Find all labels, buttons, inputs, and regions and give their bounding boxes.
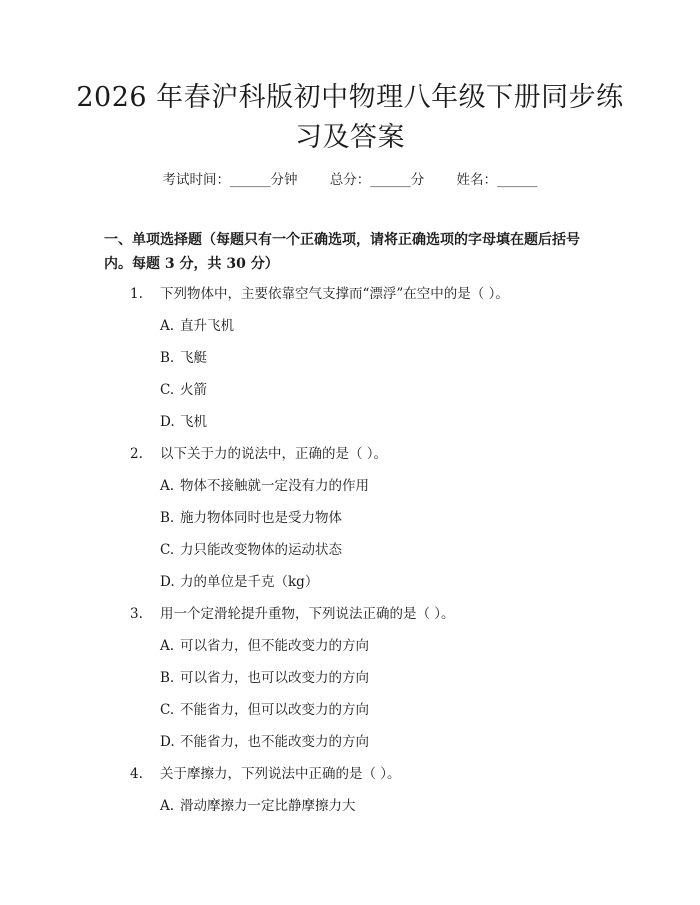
exam-time-field: 考试时间：______分钟 — [162, 172, 298, 188]
question-text: 用一个定滑轮提升重物，下列说法正确的是（ ）。 — [160, 606, 455, 622]
question-text: 以下关于力的说法中，正确的是（ ）。 — [160, 446, 388, 462]
question-number: 3. — [130, 606, 143, 622]
option-text: 物体不接触就一定没有力的作用 — [180, 478, 369, 494]
option-letter: D. — [160, 734, 175, 750]
question-1-option-a — [160, 314, 234, 334]
title-line-2: 习及答案 — [295, 122, 405, 153]
option-text: 飞机 — [180, 414, 207, 430]
option-text: 直升飞机 — [180, 318, 234, 334]
option-letter: A. — [160, 798, 175, 814]
question-text: 下列物体中，主要依靠空气支撑而“漂浮”在空中的是（ ）。 — [160, 286, 509, 302]
question-4 — [130, 762, 401, 782]
question-2-option-b — [160, 506, 342, 526]
student-name-field: 姓名：______ — [456, 172, 538, 188]
question-number: 4. — [130, 766, 143, 782]
question-3 — [130, 602, 455, 622]
question-2 — [130, 442, 387, 462]
option-text: 力只能改变物体的运动状态 — [180, 542, 342, 558]
total-score-field: 总分：______分 — [329, 172, 425, 188]
option-letter: C. — [160, 382, 175, 398]
question-4-option-a — [160, 794, 356, 814]
question-1 — [130, 282, 509, 302]
option-text: 不能省力，也不能改变力的方向 — [180, 734, 369, 750]
option-text: 力的单位是千克（kg） — [180, 574, 319, 590]
question-3-option-c — [160, 698, 369, 718]
option-letter: B. — [160, 670, 175, 686]
option-letter: C. — [160, 542, 175, 558]
question-1-option-b — [160, 346, 207, 366]
option-letter: D. — [160, 574, 175, 590]
option-text: 可以省力，但不能改变力的方向 — [180, 638, 369, 654]
option-text: 飞艇 — [180, 350, 207, 366]
question-1-option-c — [160, 378, 207, 398]
question-2-option-d — [160, 570, 318, 590]
option-letter: B. — [160, 510, 175, 526]
option-text: 火箭 — [180, 382, 207, 398]
title-line-1: 2026 年春沪科版初中物理八年级下册同步练 — [76, 82, 624, 113]
question-3-option-b — [160, 666, 369, 686]
question-number: 1. — [130, 286, 143, 302]
question-3-option-a — [160, 634, 369, 654]
option-text: 可以省力，也可以改变力的方向 — [180, 670, 369, 686]
question-3-option-d — [160, 730, 369, 750]
option-letter: A. — [160, 318, 175, 334]
option-text: 施力物体同时也是受力物体 — [180, 510, 342, 526]
option-letter: A. — [160, 478, 175, 494]
section-heading: 一、单项选择题（每题只有一个正确选项，请将正确选项的字母填在题后括号内。每题 3 分，共 30 分） — [104, 232, 580, 272]
question-2-option-a — [160, 474, 369, 494]
option-letter: D. — [160, 414, 175, 430]
question-1-option-d — [160, 410, 207, 430]
question-number: 2. — [130, 446, 143, 462]
exam-info-line — [0, 168, 700, 188]
question-2-option-c — [160, 538, 342, 558]
option-text: 不能省力，但可以改变力的方向 — [180, 702, 369, 718]
option-letter: C. — [160, 702, 175, 718]
question-text: 关于摩擦力，下列说法中正确的是（ ）。 — [160, 766, 401, 782]
option-letter: B. — [160, 350, 175, 366]
document-title — [60, 78, 640, 158]
option-text: 滑动摩擦力一定比静摩擦力大 — [180, 798, 356, 814]
option-letter: A. — [160, 638, 175, 654]
